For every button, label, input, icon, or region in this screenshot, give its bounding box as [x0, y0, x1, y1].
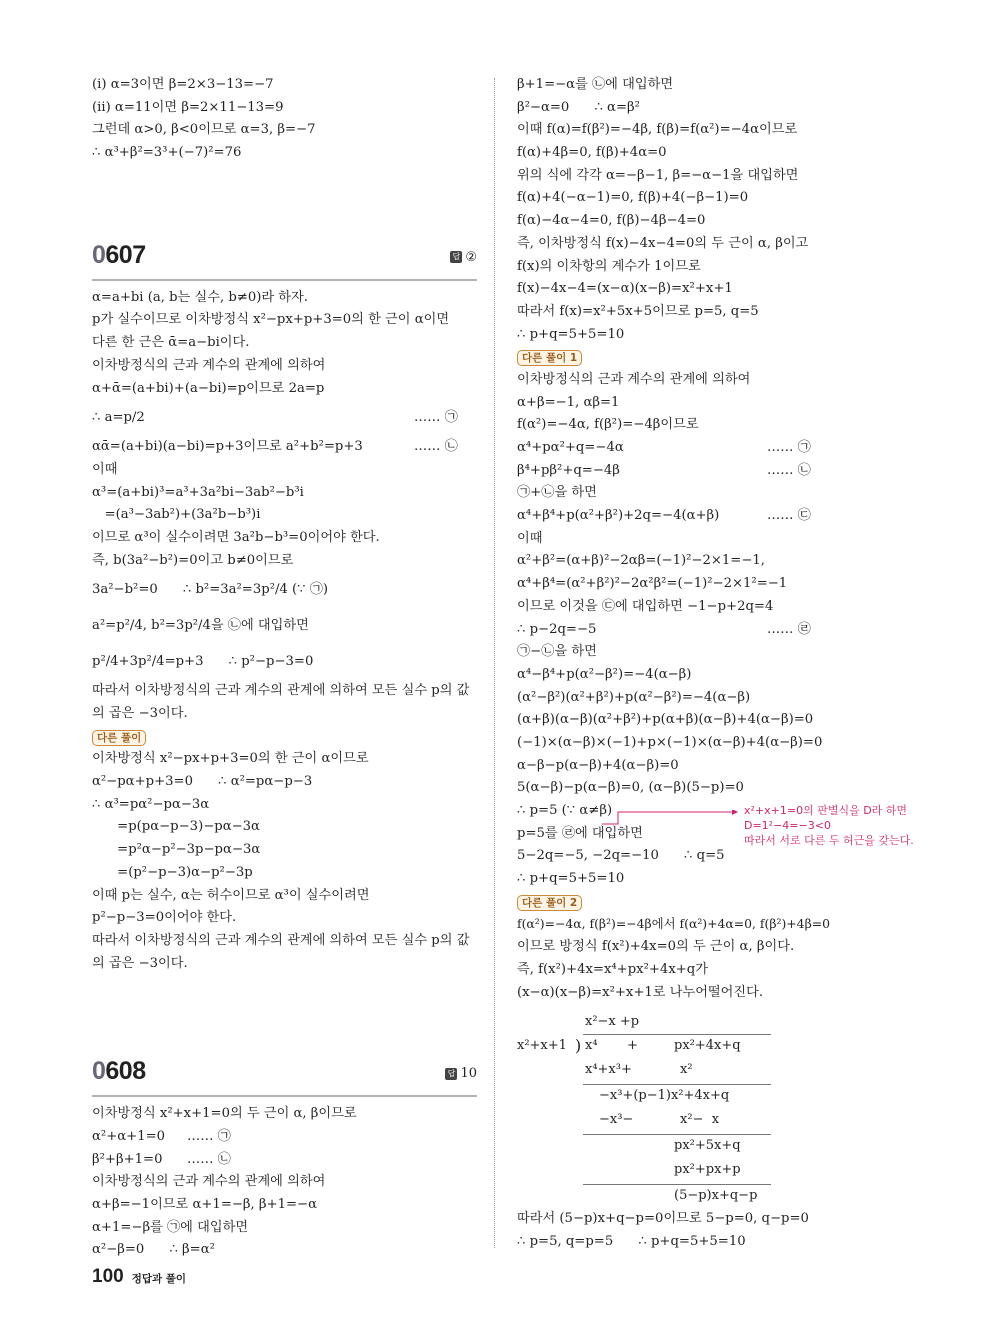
- note-line: 따라서 서로 다른 두 허근을 갖는다.: [744, 834, 914, 847]
- text-line: f(α²)=−4α, f(β²)=−4β에서 f(α²)+4α=0, f(β²)+4β=0: [517, 916, 830, 932]
- text-line: =(a³−3ab²)+(3a²b−b³)i: [92, 507, 261, 523]
- equation-marker: …… ㉠: [414, 410, 458, 426]
- text-line: 그런데 α>0, β<0이므로 α=3, β=−7: [92, 122, 316, 138]
- equation-marker: …… ㉡: [414, 439, 458, 455]
- text-line: 5(α−β)−p(α−β)=0, (α−β)(5−p)=0: [517, 780, 744, 796]
- text-line: =p²α−p²−3p−pα−3α: [92, 842, 261, 858]
- text-line: 위의 식에 각각 α=−β−1, β=−α−1을 대입하면: [517, 167, 799, 183]
- equation-marker: …… ㉢: [767, 508, 811, 524]
- text-line: 다른 한 근은 ᾱ=a−bi이다.: [92, 335, 250, 351]
- text-line: (−1)×(α−β)×(−1)+p×(−1)×(α−β)+4(α−β)=0: [517, 734, 823, 750]
- side-note: [744, 803, 914, 848]
- page-footer: [92, 1266, 186, 1288]
- text-line: 의 곱은 −3이다.: [92, 955, 188, 971]
- text-line: α²−pα+p+3=0 ∴ α²=pα−p−3: [92, 774, 313, 790]
- problem-number: 0608: [92, 1057, 146, 1086]
- quotient: x²−x +p: [585, 1014, 640, 1029]
- equation-marker: …… ㉡: [767, 462, 811, 478]
- text-line: =(p²−p−3)α−p²−3p: [92, 864, 253, 880]
- column-divider: [494, 78, 495, 1248]
- text-line: p가 실수이므로 이차방정식 x²−px+p+3=0의 한 근이 α이면: [92, 312, 450, 328]
- text-line: ∴ p+q=5+5=10: [517, 871, 625, 887]
- problem-header-0608: [92, 1057, 477, 1097]
- equation-marker: …… ㉣: [767, 621, 811, 637]
- footer-label: 정답과 풀이: [131, 1273, 187, 1285]
- text-line: ㉠+㉡을 하면: [517, 485, 597, 501]
- text-line: β⁴+pβ²+q=−4β …… ㉡: [517, 460, 902, 483]
- text-line: 이차방정식의 근과 계수의 관계에 의하여: [517, 371, 751, 387]
- text-line: (x−α)(x−β)=x²+x+1로 나누어떨어진다.: [517, 984, 764, 1000]
- text-line: p=5를 ㉣에 대입하면: [517, 825, 643, 841]
- text-line: 따라서 이차방정식의 근과 계수의 관계에 의하여 모든 실수 p의 값: [92, 683, 470, 699]
- text-line: 이므로 이것을 ㉢에 대입하면 −1−p+2q=4: [517, 598, 774, 614]
- problem-header-0607: [92, 241, 477, 281]
- text-line: f(x)−4x−4=(x−α)(x−β)=x²+x+1: [517, 281, 733, 297]
- text-line: 따라서 이차방정식의 근과 계수의 관계에 의하여 모든 실수 p의 값: [92, 932, 470, 948]
- alt-solution-1-badge: 다른 풀이 1: [517, 350, 582, 366]
- text-line: α+ᾱ=(a+bi)+(a−bi)=p이므로 2a=p: [92, 380, 325, 396]
- alt-solution-badge: 다른 풀이: [92, 730, 146, 746]
- text-line: 이때 p는 실수, α는 허수이므로 α³이 실수이려면: [92, 887, 370, 903]
- answer-value: ②: [465, 249, 477, 265]
- text-line: α⁴+β⁴=(α²+β²)²−2α²β²=(−1)²−2×1²=−1: [517, 576, 788, 592]
- text-line: 이차방정식의 근과 계수의 관계에 의하여: [92, 1174, 326, 1190]
- text-line: ∴ α³=pα²−pα−3α: [92, 796, 210, 812]
- text-line: f(x)의 이차항의 계수가 1이므로: [517, 258, 701, 274]
- text-line: ∴ α³+β²=3³+(−7)²=76: [92, 145, 242, 161]
- text-line: β²−α=0 ∴ α=β²: [517, 99, 640, 115]
- text-line: ∴ p=5 (∵ α≠β): [517, 803, 613, 818]
- divisor: x²+x+1: [517, 1038, 567, 1053]
- text-line: 즉, b(3a²−b²)=0이고 b≠0이므로: [92, 552, 294, 568]
- text-line: α⁴+pα²+q=−4α …… ㉠: [517, 437, 902, 460]
- text-line: 5−2q=−5, −2q=−10 ∴ q=5: [517, 848, 725, 864]
- text-line: p²/4+3p²/4=p+3 ∴ p²−p−3=0: [92, 654, 314, 670]
- text-line: 이때 f(α)=f(β²)=−4β, f(β)=f(α²)=−4α이므로: [517, 122, 798, 138]
- text-line: (ⅱ) α=11이면 β=2×11−13=9: [92, 99, 284, 115]
- answer-icon: 답: [445, 1068, 457, 1080]
- text-line: (α²−β²)(α²+β²)+p(α²−β²)=−4(α−β): [517, 689, 751, 705]
- problem-number: 0607: [92, 240, 146, 269]
- text-line: ∴ a=p/2 …… ㉠: [92, 400, 477, 436]
- dividend: x⁴: [585, 1038, 598, 1053]
- text-line: 따라서 (5−p)x+q−p=0이므로 5−p=0, q−p=0: [517, 1211, 809, 1226]
- text-line: α²−β=0 ∴ β=α²: [92, 1242, 215, 1258]
- text-line: 3a²−b²=0 ∴ b²=3a²=3p²/4 (∵ ㉠): [92, 582, 329, 598]
- text-line: (ⅰ) α=3이면 β=2×3−13=−7: [92, 77, 274, 92]
- text-line: =p(pα−p−3)−pα−3α: [92, 819, 260, 835]
- text-line: 이차방정식 x²−px+p+3=0의 한 근이 α이므로: [92, 751, 369, 767]
- answer-label: [450, 250, 477, 265]
- text-line: ∴ p+q=5+5=10: [517, 326, 625, 342]
- text-line: α²+β²=(α+β)²−2αβ=(−1)²−2×1=−1,: [517, 553, 765, 569]
- text-line: 이차방정식의 근과 계수의 관계에 의하여: [92, 357, 326, 373]
- text-line: α+β=−1이므로 α+1=−β, β+1=−α: [92, 1197, 317, 1212]
- text-line: ∴ p=5, q=p=5 ∴ p+q=5+5=10: [517, 1233, 746, 1249]
- text-line: 이때: [517, 530, 543, 546]
- text-line: 이므로 방정식 f(x²)+4x=0의 두 근이 α, β이다.: [517, 939, 795, 955]
- text-line: ㉠−㉡을 하면: [517, 644, 597, 660]
- text-line: 따라서 f(x)=x²+5x+5이므로 p=5, q=5: [517, 303, 759, 319]
- page-number: 100: [92, 1266, 124, 1287]
- answer-label: [445, 1066, 477, 1081]
- text-line: α⁴+β⁴+p(α²+β²)+2q=−4(α+β) …… ㉢: [517, 505, 902, 528]
- text-line: 의 곱은 −3이다.: [92, 706, 188, 721]
- answer-icon: 답: [450, 251, 462, 263]
- text-line: α³=(a+bi)³=a³+3a²bi−3ab²−b³i: [92, 484, 304, 500]
- text-line: f(α)+4β=0, f(β)+4α=0: [517, 145, 667, 161]
- left-column: [92, 74, 477, 1262]
- text-line: 이차방정식 x²+x+1=0의 두 근이 α, β이므로: [92, 1106, 357, 1122]
- note-line: D=1²−4=−3<0: [744, 819, 831, 832]
- text-line: p²−p−3=0이어야 한다.: [92, 910, 237, 926]
- note-arrow-icon: [600, 810, 738, 826]
- note-line: x²+x+1=0의 판별식을 D라 하면: [744, 804, 908, 817]
- answer-value: 10: [460, 1066, 477, 1082]
- text-line: f(α)+4(−α−1)=0, f(β)+4(−β−1)=0: [517, 190, 749, 206]
- alt-solution-2-badge: 다른 풀이 2: [517, 895, 582, 911]
- remainder: (5−p)x+q−p: [674, 1188, 758, 1203]
- text-line: α⁴−β⁴+p(α²−β²)=−4(α−β): [517, 666, 692, 682]
- final-conclusion: [517, 1208, 907, 1253]
- text-line: a²=p²/4, b²=3p²/4을 ㉡에 대입하면: [92, 618, 309, 634]
- text-line: αᾱ=(a+bi)(a−bi)=p+3이므로 a²+b²=p+3 …… ㉡: [92, 436, 477, 459]
- text-line: 이므로 α³이 실수이려면 3a²b−b³=0이어야 한다.: [92, 529, 380, 545]
- text-line: 즉, f(x²)+4x=x⁴+px²+4x+q가: [517, 961, 708, 977]
- text-line: α+β=−1, αβ=1: [517, 394, 620, 410]
- text-line: f(α)−4α−4=0, f(β)−4β−4=0: [517, 213, 706, 229]
- text-line: α²+α+1=0 …… ㉠: [92, 1126, 477, 1149]
- text-line: β²+β+1=0 …… ㉡: [92, 1149, 477, 1172]
- polynomial-long-division: x²−x +p x²+x+1 ) x⁴ + px²+4x+q x⁴+x³+ x² −x³+(p−1)x²+4x+q −x³− x²− x px²+5x+q px²+px+p (5−p)x+q−p: [517, 1012, 777, 1207]
- text-line: ∴ p−2q=−5 …… ㉣: [517, 619, 902, 642]
- text-line: β+1=−α를 ㉡에 대입하면: [517, 77, 674, 92]
- text-line: α−β−p(α−β)+4(α−β)=0: [517, 757, 679, 773]
- text-line: 즉, 이차방정식 f(x)−4x−4=0의 두 근이 α, β이고: [517, 235, 809, 251]
- equation-marker: …… ㉠: [767, 440, 811, 455]
- text-line: f(α²)=−4α, f(β²)=−4β이므로: [517, 417, 699, 433]
- text-line: α+1=−β를 ㉠에 대입하면: [92, 1219, 249, 1235]
- right-column: [517, 74, 902, 1004]
- text-line: 이때: [92, 461, 118, 477]
- equation-marker: …… ㉠: [187, 1128, 231, 1144]
- equation-marker: …… ㉡: [187, 1151, 231, 1167]
- text-line: (α+β)(α−β)(α²+β²)+p(α+β)(α−β)+4(α−β)=0: [517, 712, 814, 728]
- text-line: α=a+bi (a, b는 실수, b≠0)라 하자.: [92, 289, 308, 305]
